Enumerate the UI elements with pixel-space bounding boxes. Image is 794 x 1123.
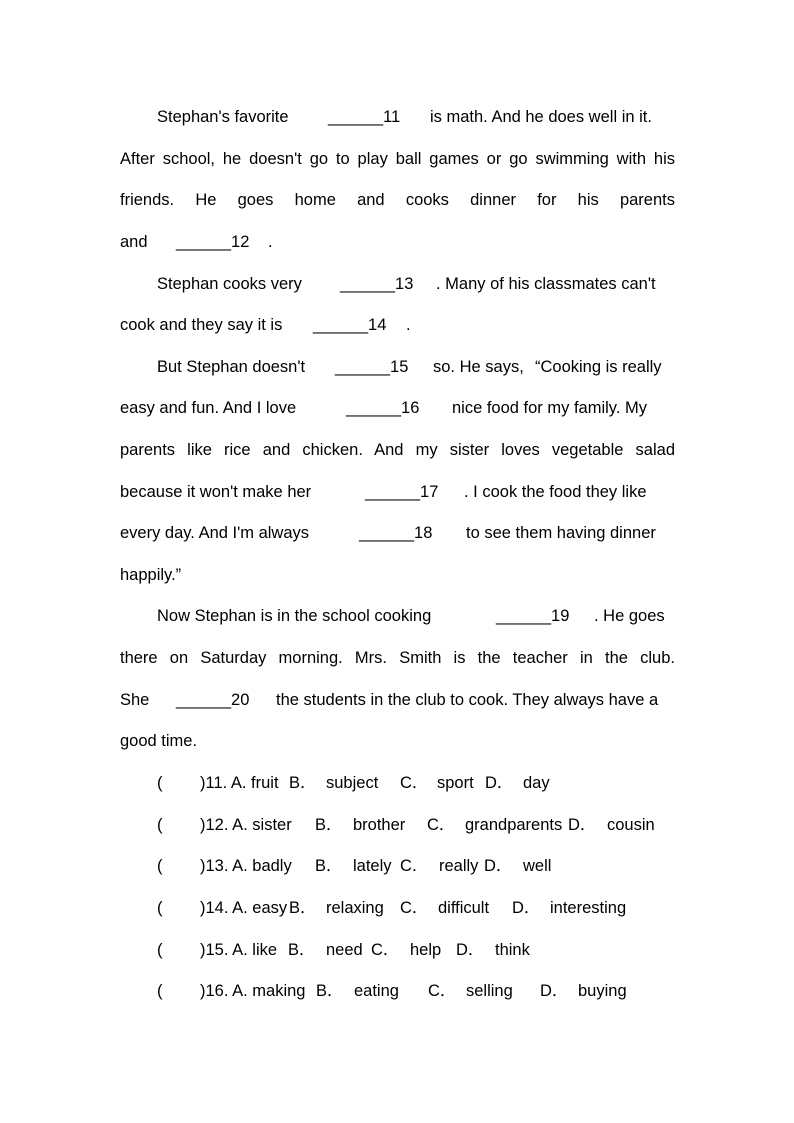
- option-label: D．: [485, 774, 514, 792]
- option-label: D．: [484, 857, 513, 875]
- question-stem: )11. A. fruit: [200, 774, 279, 792]
- passage-line: [120, 480, 675, 504]
- passage-line: [120, 688, 675, 712]
- option-label: C．: [427, 816, 456, 834]
- passage-line: good time.: [120, 732, 198, 750]
- passage-text: .: [268, 233, 273, 251]
- option-label: B．: [288, 941, 316, 959]
- option-label: C．: [428, 982, 457, 1000]
- option-text: buying: [578, 982, 627, 1000]
- passage-text: cook and they say it is: [120, 316, 283, 334]
- option-label: B．: [289, 899, 317, 917]
- answer-paren: (: [157, 941, 163, 959]
- option-text: interesting: [550, 899, 627, 917]
- passage-line: [120, 604, 675, 628]
- question-stem: )12. A. sister: [200, 816, 292, 834]
- passage-text: She: [120, 691, 150, 709]
- passage-text: Now Stephan is in the school cooking: [157, 607, 432, 625]
- option-label: C．: [400, 899, 429, 917]
- option-label: D．: [540, 982, 569, 1000]
- passage-line: [120, 230, 675, 254]
- passage-text: .: [406, 316, 411, 334]
- option-text: help: [410, 941, 442, 959]
- passage-line: [120, 355, 675, 379]
- question-stem: )13. A. badly: [200, 857, 292, 875]
- option-text: think: [495, 941, 530, 959]
- passage-line: [120, 272, 675, 296]
- option-text: brother: [353, 816, 406, 834]
- passage-text: “Cooking is really: [535, 358, 662, 376]
- passage-line: After school, he doesn't go to play ball games or go swimming with his: [120, 150, 675, 168]
- blank-17: ______17: [365, 483, 439, 501]
- passage-line: [120, 521, 675, 545]
- answer-paren: (: [157, 857, 163, 875]
- option-text: selling: [466, 982, 513, 1000]
- option-text: relaxing: [326, 899, 384, 917]
- passage-line: [120, 105, 675, 129]
- passage-text: because it won't make her: [120, 483, 312, 501]
- answer-paren: (: [157, 774, 163, 792]
- option-label: C．: [400, 857, 429, 875]
- question-stem: )14. A. easy: [200, 899, 288, 917]
- option-label: D．: [456, 941, 485, 959]
- question-stem: )16. A. making: [200, 982, 306, 1000]
- passage-line: friends. He goes home and cooks dinner for his parents: [120, 191, 675, 209]
- option-text: day: [523, 774, 550, 792]
- passage-text: Stephan cooks very: [157, 275, 302, 293]
- blank-18: ______18: [359, 524, 433, 542]
- passage-text: nice food for my family. My: [452, 399, 647, 417]
- blank-20: ______20: [176, 691, 250, 709]
- passage-text: the students in the club to cook. They always have a: [276, 691, 659, 709]
- passage-text: to see them having dinner: [466, 524, 656, 542]
- option-text: cousin: [607, 816, 655, 834]
- blank-14: ______14: [313, 316, 387, 334]
- option-label: C．: [371, 941, 400, 959]
- blank-11: ______11: [328, 108, 401, 126]
- blank-13: ______13: [340, 275, 414, 293]
- option-text: sport: [437, 774, 474, 792]
- answer-paren: (: [157, 899, 163, 917]
- blank-12: ______12: [176, 233, 250, 251]
- option-label: B．: [315, 816, 343, 834]
- passage-line: parents like rice and chicken. And my sister loves vegetable salad: [120, 441, 675, 459]
- option-text: difficult: [438, 899, 490, 917]
- passage-text: easy and fun. And I love: [120, 399, 297, 417]
- option-label: B．: [315, 857, 343, 875]
- passage-text: and: [120, 233, 148, 251]
- option-label: D．: [512, 899, 541, 917]
- option-text: well: [523, 857, 552, 875]
- passage-text: . He goes: [594, 607, 665, 625]
- passage-text: Stephan's favorite: [157, 108, 289, 126]
- answer-paren: (: [157, 816, 163, 834]
- blank-19: ______19: [496, 607, 570, 625]
- option-label: B．: [289, 774, 317, 792]
- option-label: C．: [400, 774, 429, 792]
- option-text: grandparents: [465, 816, 563, 834]
- question-stem: )15. A. like: [200, 941, 278, 959]
- passage-text: so. He says,: [433, 358, 524, 376]
- option-label: D．: [568, 816, 597, 834]
- option-text: subject: [326, 774, 379, 792]
- passage-text: . Many of his classmates can't: [436, 275, 656, 293]
- option-text: lately: [353, 857, 392, 875]
- blank-16: ______16: [346, 399, 420, 417]
- option-text: eating: [354, 982, 399, 1000]
- blank-15: ______15: [335, 358, 409, 376]
- option-label: B．: [316, 982, 344, 1000]
- passage-line: [120, 313, 675, 337]
- answer-paren: (: [157, 982, 163, 1000]
- passage-text: But Stephan doesn't: [157, 358, 306, 376]
- passage-line: happily.”: [120, 566, 182, 584]
- passage-text: is math. And he does well in it.: [430, 108, 652, 126]
- passage-line: [120, 396, 675, 420]
- passage-line: there on Saturday morning. Mrs. Smith is the teacher in the club.: [120, 649, 675, 667]
- option-text: really: [439, 857, 479, 875]
- passage-text: every day. And I'm always: [120, 524, 310, 542]
- option-text: need: [326, 941, 363, 959]
- passage-text: . I cook the food they like: [464, 483, 647, 501]
